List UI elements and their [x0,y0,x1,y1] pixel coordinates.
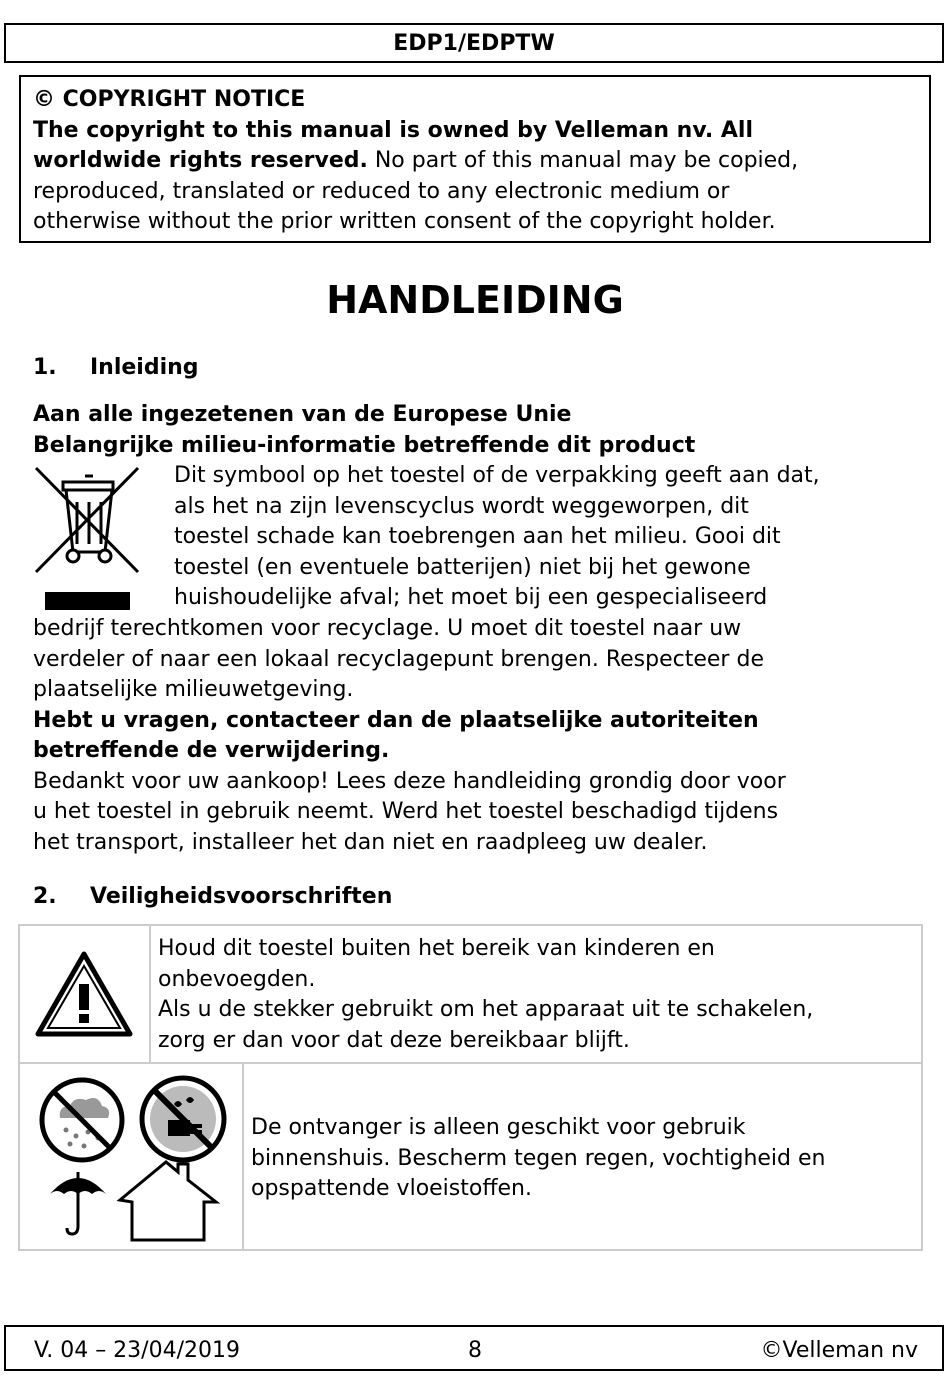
thanks-line: u het toestel in gebruik neemt. Werd het toestel beschadigd tijdens [33,799,779,824]
weee-line: als het na zijn levenscyclus wordt weggeworpen, dit [174,493,749,519]
thanks-line: het transport, installeer het dan niet en raadpleeg uw dealer. [33,829,708,855]
model-label: EDP1/EDPTW [393,30,555,56]
table-divider [20,1062,921,1064]
copyright-line-4: otherwise without the prior written consent of the copyright holder. [33,209,776,234]
section-1-heading: Inleiding [90,355,199,380]
weee-line: huishoudelijke afval; het moet bij een gespecialiseerd [174,585,768,610]
thanks-line: Bedankt voor uw aankoop! Lees deze handleiding grondig door voor [33,768,786,794]
footer-version: V. 04 – 23/04/2019 [34,1338,240,1363]
section-1-sub-1: Aan alle ingezetenen van de Europese Unie [33,402,572,427]
safety-line: Als u de stekker gebruikt om het apparaat uit te schakelen, [158,997,814,1022]
weee-line: toestel schade kan toebrengen aan het milieu. Gooi dit [174,524,781,549]
no-rain-icon [38,1076,126,1164]
safety-line: De ontvanger is alleen geschikt voor gebruik [251,1115,746,1140]
section-1-sub-2: Belangrijke milieu-informatie betreffende dit product [33,433,696,458]
section-2-number: 2. [33,884,57,909]
page-number: 8 [468,1338,482,1363]
weee-cont-line: plaatselijke milieuwetgeving. [33,677,354,702]
warning-icon [34,950,134,1038]
safety-line: opspattende vloeistoffen. [251,1176,532,1201]
safety-row-2-text [251,1113,825,1205]
house-icon [116,1158,220,1244]
section-1-number: 1. [33,355,57,380]
section-2-heading: Veiligheidsvoorschriften [90,884,393,909]
weee-text [174,461,820,614]
no-wet-plug-icon [138,1074,228,1164]
weee-bin-icon [33,464,143,614]
table-divider [242,1063,244,1249]
safety-table [18,924,923,1251]
umbrella-icon [48,1168,108,1236]
footer-brand: ©Velleman nv [760,1338,918,1363]
copyright-heading: © COPYRIGHT NOTICE [33,87,306,112]
weee-line: toestel (en eventuele batterijen) niet bij het gewone [174,554,751,580]
questions-line: Hebt u vragen, contacteer dan de plaatselijke autoriteiten [33,707,759,733]
table-divider [149,926,151,1063]
copyright-notice [19,75,931,243]
safety-line: zorg er dan voor dat deze bereikbaar blijft. [158,1027,630,1053]
page-title: HANDLEIDING [326,278,624,322]
copyright-rights: worldwide rights reserved. [33,148,368,173]
page-footer [4,1325,944,1371]
safety-row-1-text [158,934,813,1056]
weee-line: Dit symbool op het toestel of de verpakking geeft aan dat, [174,463,820,488]
weee-cont-line: bedrijf terechtkomen voor recyclage. U moet dit toestel naar uw [33,616,742,641]
copyright-line-2 [33,146,917,177]
weee-continuation [33,614,786,858]
model-header [4,23,944,63]
questions-line: betreffende de verwijdering. [33,738,390,763]
copyright-line-2-rest: No part of this manual may be copied, [367,148,799,173]
weee-cont-line: verdeler of naar een lokaal recyclagepunt brengen. Respecteer de [33,646,764,672]
safety-line: binnenshuis. Bescherm tegen regen, vochtigheid en [251,1145,826,1171]
safety-line: onbevoegden. [158,966,316,992]
copyright-line-1: The copyright to this manual is owned by Velleman nv. All [33,117,754,143]
safety-line: Houd dit toestel buiten het bereik van kinderen en [158,936,715,961]
copyright-line-3: reproduced, translated or reduced to any electronic medium or [33,178,730,204]
